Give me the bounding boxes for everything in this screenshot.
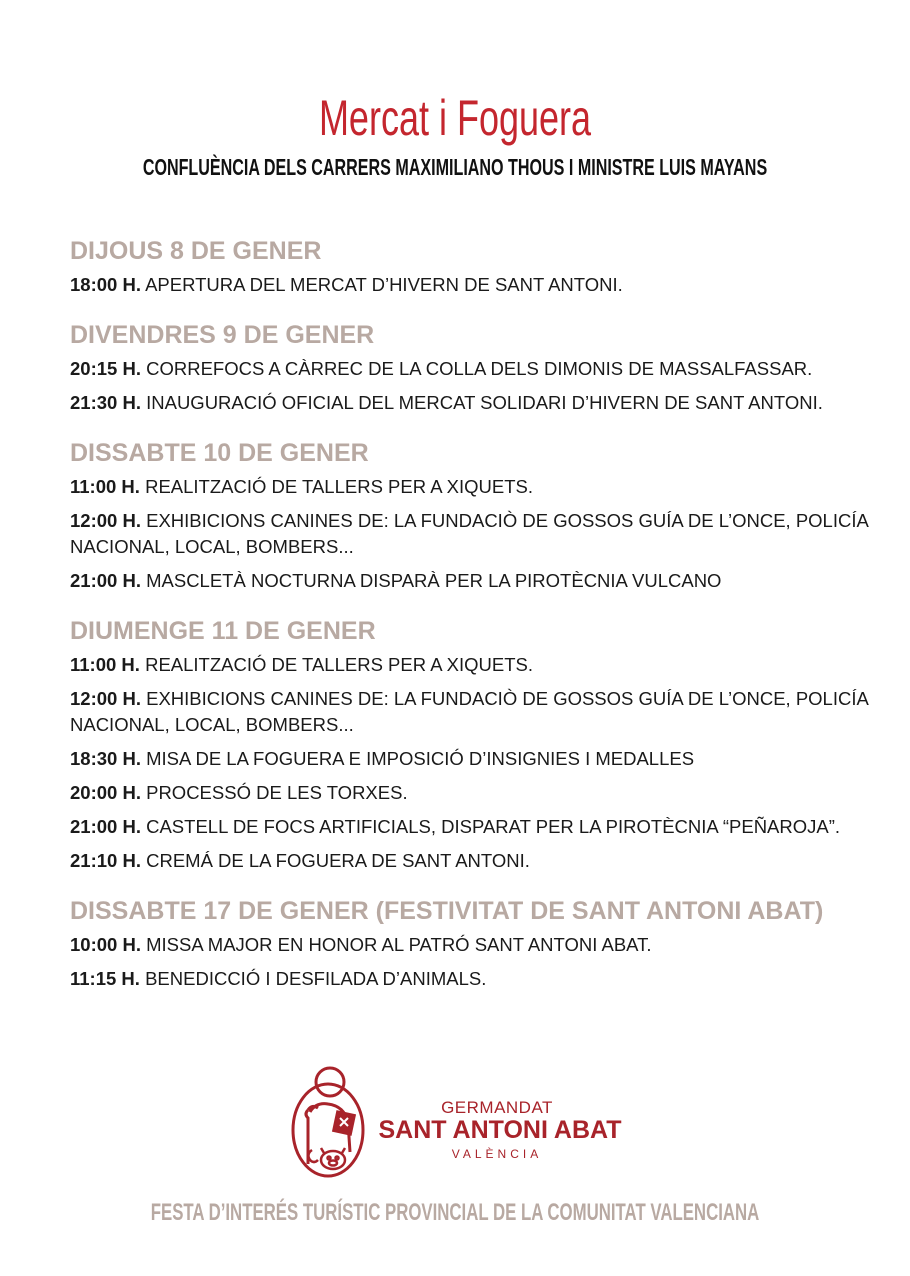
event-time: 21:00 H. — [70, 570, 141, 591]
day-section — [70, 616, 870, 874]
event-description: EXHIBICIONS CANINES DE: LA FUNDACIÒ DE GOSSOS GUÍA DE L’ONCE, POLICÍA NACIONAL, LOCAL, BOMBERS... — [70, 510, 868, 557]
logo-brotherhood-label: GERMANDAT — [441, 1098, 553, 1117]
day-section — [70, 236, 870, 298]
event-item — [70, 272, 870, 298]
event-description: BENEDICCIÓ I DESFILADA D’ANIMALS. — [139, 968, 487, 989]
event-item — [70, 686, 870, 738]
event-item — [70, 746, 870, 772]
event-time: 12:00 H. — [70, 510, 141, 531]
event-time: 18:00 H. — [70, 274, 141, 295]
event-item — [70, 568, 870, 594]
event-description: CREMÁ DE LA FOGUERA DE SANT ANTONI. — [140, 850, 530, 871]
event-description: INAUGURACIÓ OFICIAL DEL MERCAT SOLIDARI D’HIVERN DE SANT ANTONI. — [140, 392, 823, 413]
event-description: EXHIBICIONS CANINES DE: LA FUNDACIÒ DE GOSSOS GUÍA DE L’ONCE, POLICÍA NACIONAL, LOCAL, BOMBERS... — [70, 688, 868, 735]
event-item — [70, 652, 870, 678]
event-item — [70, 814, 870, 840]
event-item — [70, 966, 870, 992]
event-item — [70, 474, 870, 500]
logo-city: VALÈNCIA — [451, 1147, 543, 1161]
page-title: Mercat i Foguera — [318, 90, 592, 146]
day-heading: DISSABTE 17 DE GENER (FESTIVITAT DE SANT ANTONI ABAT) — [70, 897, 824, 925]
event-item — [70, 780, 870, 806]
event-item — [70, 390, 870, 416]
logo-name: SANT ANTONI ABAT — [378, 1116, 622, 1144]
event-time: 21:30 H. — [70, 392, 141, 413]
event-time: 20:00 H. — [70, 782, 141, 803]
event-time: 21:10 H. — [70, 850, 141, 871]
event-description: REALITZACIÓ DE TALLERS PER A XIQUETS. — [139, 476, 534, 497]
event-time: 11:15 H. — [70, 968, 140, 989]
day-heading: DIUMENGE 11 DE GENER — [70, 617, 376, 645]
event-description: MASCLETÀ NOCTURNA DISPARÀ PER LA PIROTÈCNIA VULCANO — [140, 570, 722, 591]
event-description: CASTELL DE FOCS ARTIFICIALS, DISPARAT PER LA PIROTÈCNIA “PEÑAROJA”. — [140, 816, 841, 837]
event-time: 11:00 H. — [70, 654, 140, 675]
event-time: 10:00 H. — [70, 934, 141, 955]
schedule — [70, 236, 870, 1014]
event-time: 12:00 H. — [70, 688, 141, 709]
event-time: 11:00 H. — [70, 476, 140, 497]
day-section — [70, 438, 870, 594]
event-description: REALITZACIÓ DE TALLERS PER A XIQUETS. — [139, 654, 534, 675]
event-time: 18:30 H. — [70, 748, 141, 769]
event-description: MISA DE LA FOGUERA E IMPOSICIÓ D’INSIGNIES I MEDALLES — [140, 748, 695, 769]
day-heading: DIJOUS 8 DE GENER — [70, 237, 322, 265]
event-item — [70, 356, 870, 382]
location-subtitle: CONFLUÈNCIA DELS CARRERS MAXIMILIANO THOUS I MINISTRE LUIS MAYANS — [142, 154, 768, 180]
event-item — [70, 508, 870, 560]
brotherhood-logo — [288, 1060, 628, 1180]
event-description: CORREFOCS A CÀRREC DE LA COLLA DELS DIMONIS DE MASSALFASSAR. — [140, 358, 813, 379]
footer-tagline: FESTA D’INTERÉS TURÍSTIC PROVINCIAL DE LA COMUNITAT VALENCIANA — [150, 1199, 760, 1226]
event-description: PROCESSÓ DE LES TORXES. — [140, 782, 408, 803]
event-description: MISSA MAJOR EN HONOR AL PATRÓ SANT ANTONI ABAT. — [140, 934, 652, 955]
saint-anthony-emblem-icon — [288, 1060, 368, 1180]
event-time: 20:15 H. — [70, 358, 141, 379]
day-section — [70, 320, 870, 416]
event-item — [70, 848, 870, 874]
day-heading: DISSABTE 10 DE GENER — [70, 439, 369, 467]
event-item — [70, 932, 870, 958]
day-heading: DIVENDRES 9 DE GENER — [70, 321, 375, 349]
day-section — [70, 896, 870, 992]
event-time: 21:00 H. — [70, 816, 141, 837]
event-description: APERTURA DEL MERCAT D’HIVERN DE SANT ANTONI. — [140, 274, 623, 295]
